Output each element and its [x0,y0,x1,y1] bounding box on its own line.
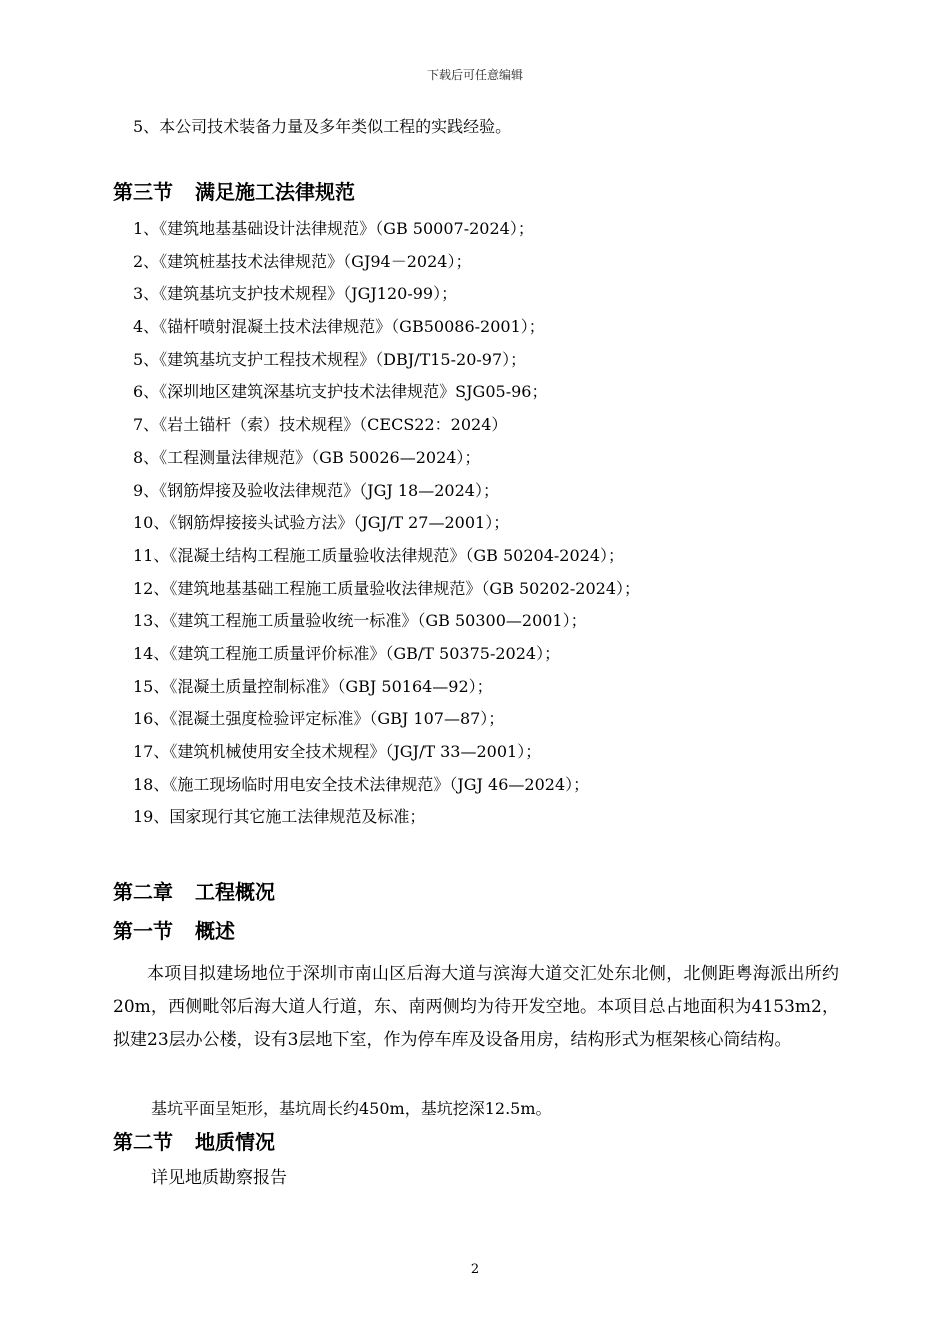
reference-item: 12、《建筑地基基础工程施工质量验收法律规范》（GB 50202-2024）； [133,578,641,598]
pit-description: 基坑平面呈矩形，基坑周长约450m，基坑挖深12.5m。 [151,1099,552,1118]
reference-item: 18、《施工现场临时用电安全技术法律规范》（JGJ 46—2024）； [133,774,590,794]
page-header: 下载后可任意编辑 [426,68,523,82]
reference-item: 8、《工程测量法律规范》（GB 50026—2024）； [133,447,481,467]
intro-list-item: 5、本公司技术装备力量及多年类似工程的实践经验。 [133,117,512,136]
reference-item: 19、国家现行其它施工法律规范及标准； [133,807,426,827]
reference-item: 14、《建筑工程施工质量评价标准》（GB/T 50375-2024）； [133,643,561,663]
section-heading-3 [113,179,355,205]
reference-item: 5、《建筑基坑支护工程技术规程》（DBJ/T15-20-97）； [133,349,527,369]
reference-item: 2、《建筑桩基技术法律规范》（GJ94－2024）； [133,251,472,271]
chapter-label: 第二章 [113,880,173,904]
reference-item: 9、《钢筋焊接及验收法律规范》（JGJ 18—2024）； [133,480,499,500]
overview-paragraph: 本项目拟建场地位于深圳市南山区后海大道与滨海大道交汇处东北侧，北侧距粤海派出所约20m，西侧毗邻后海大道人行道，东、南两侧均为待开发空地。本项目总占地面积为4153m2，拟建23层办公楼，设有3层地下室，作为停车库及设备用房，结构形式为框架核心筒结构。 [113,964,839,1050]
reference-item: 10、《钢筋焊接接头试验方法》（JGJ/T 27—2001）； [133,513,510,533]
chapter-heading-2 [113,879,275,905]
reference-item: 13、《建筑工程施工质量验收统一标准》（GB 50300—2001）； [133,611,587,631]
section-title: 满足施工法律规范 [195,180,355,204]
geology-note: 详见地质勘察报告 [151,1168,287,1188]
reference-item: 11、《混凝土结构工程施工质量验收法律规范》（GB 50204-2024）； [133,545,625,565]
section-heading-1 [113,918,235,944]
reference-item: 1、《建筑地基基础设计法律规范》（GB 50007-2024）； [133,219,534,238]
reference-item: 7、《岩土锚杆（索）技术规程》（CECS22：2024） [133,415,508,435]
reference-item: 17、《建筑机械使用安全技术规程》（JGJ/T 33—2001）； [133,742,542,761]
section-title: 概述 [195,919,235,943]
section-label: 第一节 [113,919,173,943]
reference-item: 3、《建筑基坑支护技术规程》（JGJ120-99）； [133,284,458,304]
page-number: 2 [470,1262,480,1277]
section-heading-2 [113,1129,275,1155]
section-label: 第三节 [113,180,173,204]
reference-item: 4、《锚杆喷射混凝土技术法律规范》（GB50086-2001）； [133,317,545,337]
reference-item: 6、《深圳地区建筑深基坑支护技术法律规范》SJG05-96； [133,382,548,402]
section-label: 第二节 [113,1130,173,1154]
reference-list [133,218,640,839]
reference-item: 16、《混凝土强度检验评定标准》（GBJ 107—87）； [133,709,505,729]
reference-item: 15、《混凝土质量控制标准》（GBJ 50164—92）； [133,676,493,696]
chapter-title: 工程概况 [195,880,275,904]
section-title: 地质情况 [195,1130,275,1154]
